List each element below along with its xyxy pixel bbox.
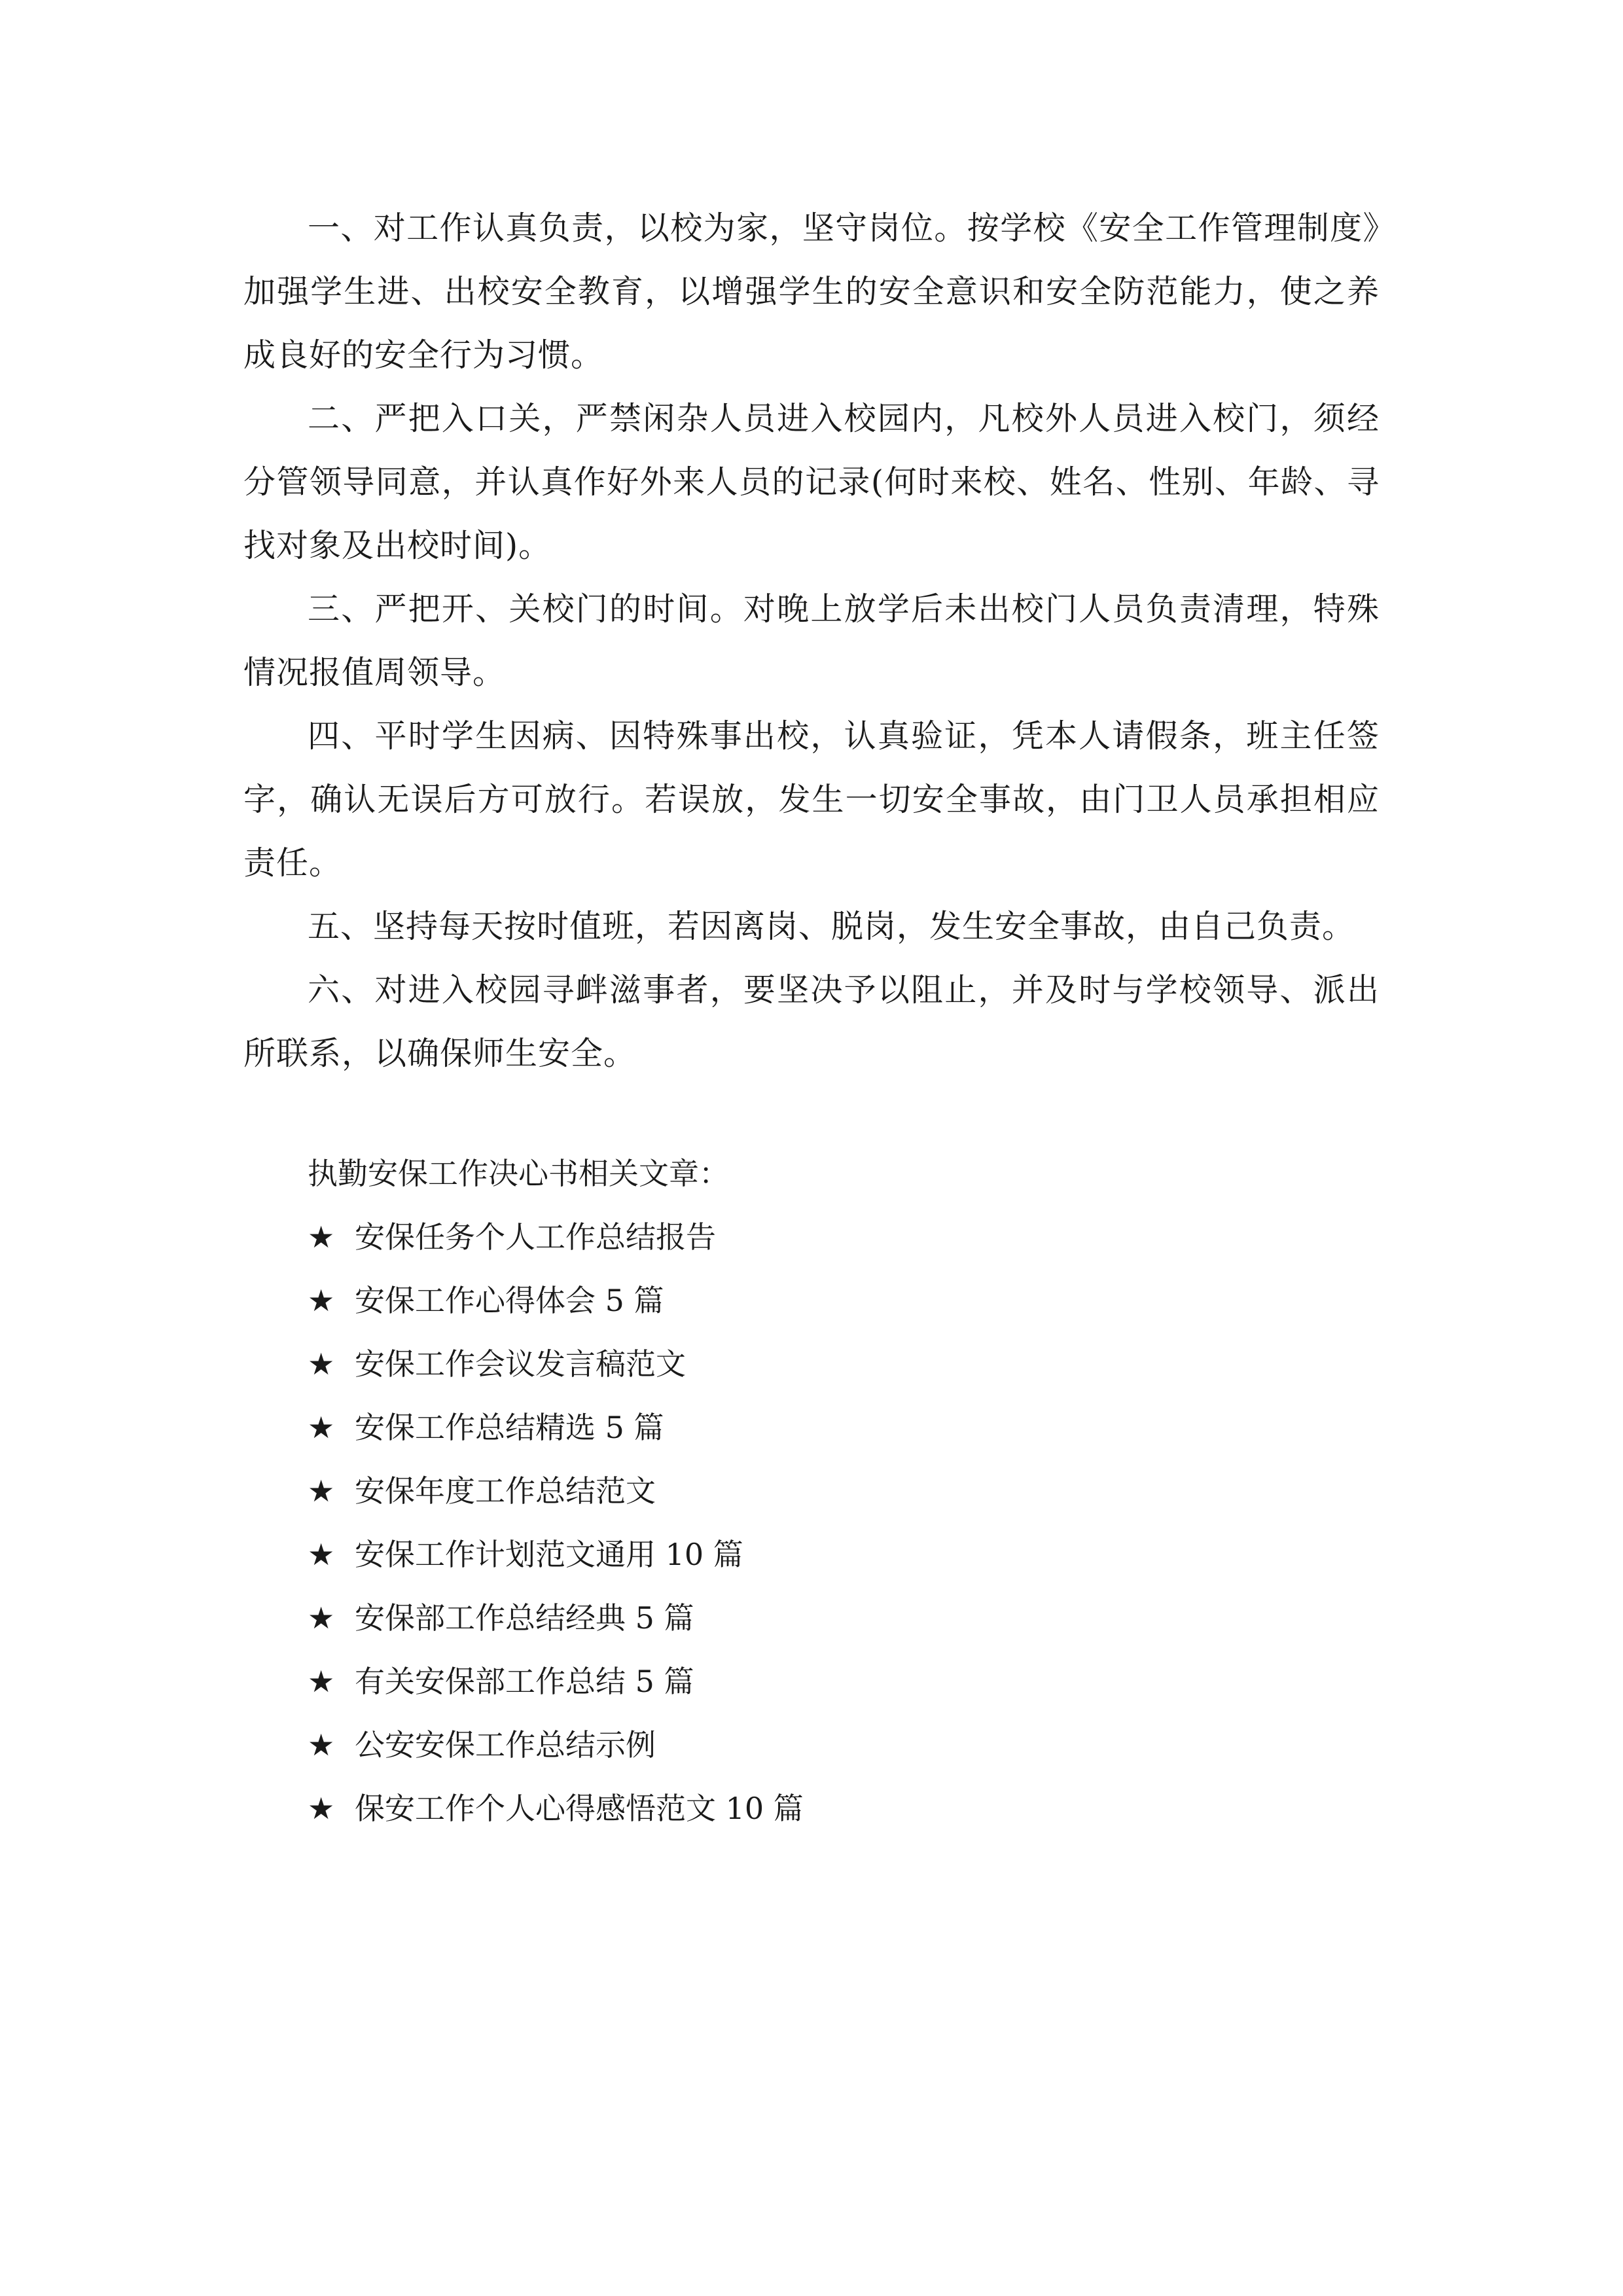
star-icon: ★: [308, 1346, 335, 1382]
star-icon: ★: [308, 1791, 335, 1826]
star-icon: ★: [308, 1727, 335, 1763]
related-article-link[interactable]: 公安安保工作总结示例: [355, 1727, 656, 1763]
related-article-item[interactable]: [308, 1396, 1355, 1460]
related-article-item[interactable]: [308, 1587, 1355, 1650]
paragraph-5: 五、坚持每天按时值班，若因离岗、脱岗，发生安全事故，由自己负责。: [308, 908, 1355, 945]
star-icon: ★: [308, 1664, 335, 1699]
related-article-item[interactable]: [308, 1333, 1355, 1396]
star-icon: ★: [308, 1600, 335, 1636]
related-articles: [308, 1142, 1355, 1840]
related-article-link[interactable]: 安保部工作总结经典 5 篇: [355, 1600, 694, 1636]
related-article-link[interactable]: 安保工作计划范文通用 10 篇: [355, 1537, 743, 1572]
related-article-link[interactable]: 有关安保部工作总结 5 篇: [355, 1664, 694, 1699]
star-icon: ★: [308, 1283, 335, 1318]
related-article-link[interactable]: 安保年度工作总结范文: [355, 1473, 656, 1509]
related-article-link[interactable]: 安保工作总结精选 5 篇: [355, 1410, 664, 1445]
paragraph-3: 三、严把开、关校门的时间。对晚上放学后未出校门人员负责清理，特殊情况报值周领导。: [243, 590, 1380, 691]
related-article-link[interactable]: 安保工作会议发言稿范文: [355, 1346, 686, 1382]
document-body: [243, 196, 1380, 1085]
related-articles-heading: 执勤安保工作决心书相关文章：: [308, 1156, 729, 1191]
related-articles-list: [308, 1206, 1355, 1840]
star-icon: ★: [308, 1219, 335, 1255]
related-article-item[interactable]: [308, 1206, 1355, 1269]
star-icon: ★: [308, 1537, 335, 1572]
paragraph-6: 六、对进入校园寻衅滋事者，要坚决予以阻止，并及时与学校领导、派出所联系，以确保师生安全。: [243, 971, 1380, 1072]
paragraph-4: 四、平时学生因病、因特殊事出校，认真验证，凭本人请假条，班主任签字，确认无误后方可放行。若误放，发生一切安全事故，由门卫人员承担相应责任。: [243, 717, 1380, 882]
paragraph-1: 一、对工作认真负责，以校为家，坚守岗位。按学校《安全工作管理制度》加强学生进、出校安全教育，以增强学生的安全意识和安全防范能力，使之养成良好的安全行为习惯。: [243, 209, 1380, 374]
related-article-item[interactable]: [308, 1523, 1355, 1587]
related-article-item[interactable]: [308, 1269, 1355, 1333]
related-article-item[interactable]: [308, 1460, 1355, 1523]
paragraph-2: 二、严把入口关，严禁闲杂人员进入校园内，凡校外人员进入校门，须经分管领导同意，并认真作好外来人员的记录(何时来校、姓名、性别、年龄、寻找对象及出校时间)。: [243, 400, 1380, 564]
related-article-link[interactable]: 保安工作个人心得感悟范文 10 篇: [355, 1791, 804, 1826]
star-icon: ★: [308, 1473, 335, 1509]
related-article-item[interactable]: [308, 1777, 1355, 1840]
related-article-link[interactable]: 安保任务个人工作总结报告: [355, 1219, 716, 1255]
related-article-item[interactable]: [308, 1650, 1355, 1713]
star-icon: ★: [308, 1410, 335, 1445]
related-article-link[interactable]: 安保工作心得体会 5 篇: [355, 1283, 664, 1318]
related-article-item[interactable]: [308, 1713, 1355, 1777]
